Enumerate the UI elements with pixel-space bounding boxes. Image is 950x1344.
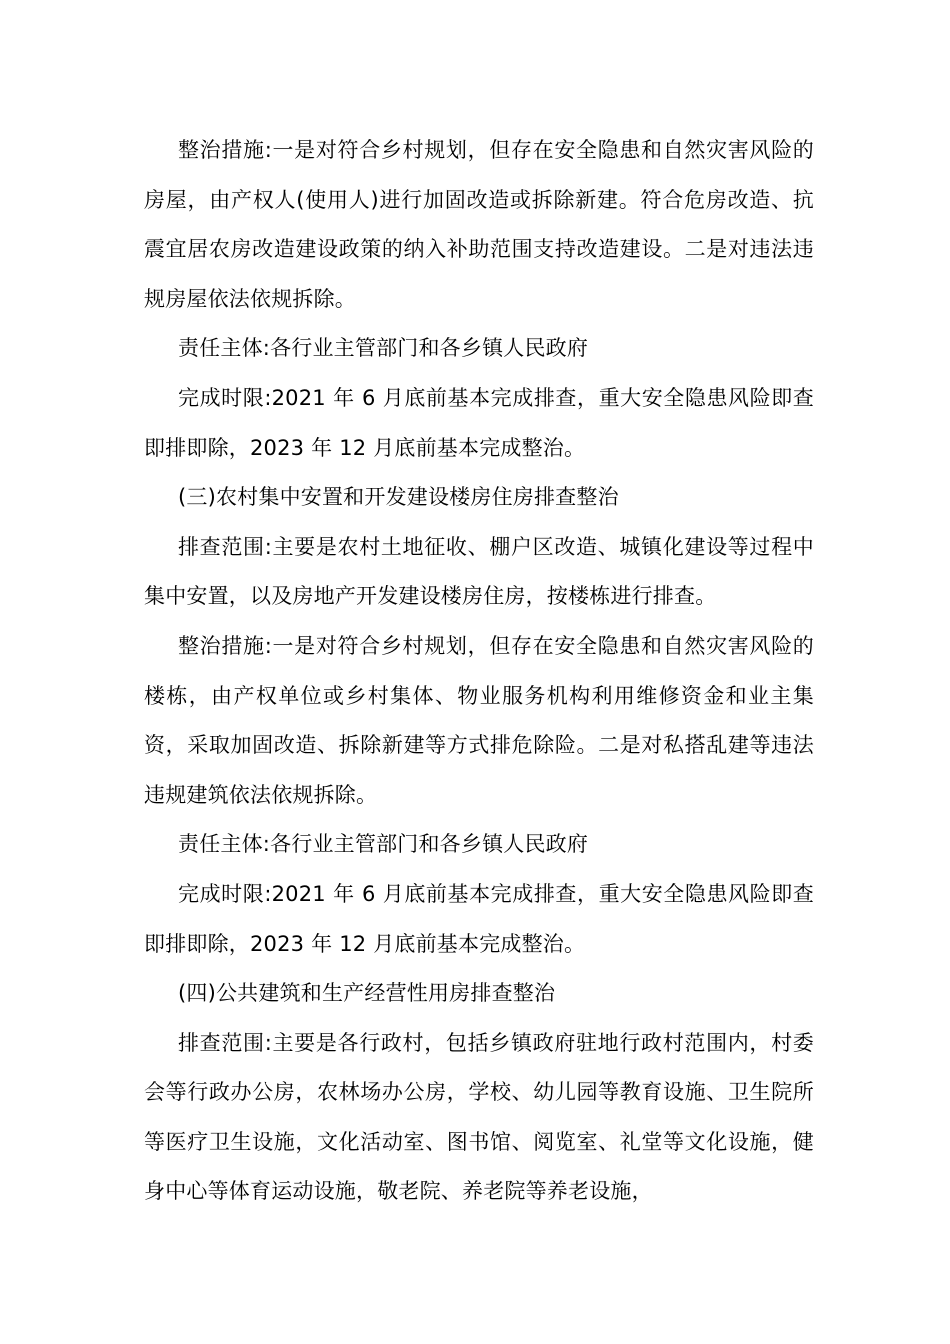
paragraph-rectification-measures-3: 整治措施:一是对符合乡村规划，但存在安全隐患和自然灾害风险的楼栋，由产权单位或乡村集体、物业服务机构利用维修资金和业主集资，采取加固改造、拆除新建等方式排危除险。二是对私搭乱建等违法违规建筑依法依规拆除。	[144, 633, 814, 807]
paragraph-responsible-party-1: 责任主体:各行业主管部门和各乡镇人民政府	[178, 336, 589, 361]
paragraph-deadline-1: 完成时限:2021 年 6 月底前基本完成排查，重大安全隐患风险即查即排即除，2023 年 12 月底前基本完成整治。	[144, 385, 814, 460]
paragraph-deadline-3: 完成时限:2021 年 6 月底前基本完成排查，重大安全隐患风险即查即排即除，2023 年 12 月底前基本完成整治。	[144, 881, 814, 956]
paragraph-inspection-scope-3: 排查范围:主要是农村土地征收、棚户区改造、城镇化建设等过程中集中安置，以及房地产开发建设楼房住房，按楼栋进行排查。	[144, 534, 814, 609]
paragraph-rectification-measures-1: 整治措施:一是对符合乡村规划，但存在安全隐患和自然灾害风险的房屋，由产权人(使用人)进行加固改造或拆除新建。符合危房改造、抗震宜居农房改造建设政策的纳入补助范围支持改造建设。二是对违法违规房屋依法依规拆除。	[144, 138, 814, 311]
paragraph-inspection-scope-4: 排查范围:主要是各行政村，包括乡镇政府驻地行政村范围内，村委会等行政办公房，农林场办公房，学校、幼儿园等教育设施、卫生院所等医疗卫生设施，文化活动室、图书馆、阅览室、礼堂等文化设施，健身中心等体育运动设施，敬老院、养老院等养老设施，	[144, 1030, 814, 1204]
section-heading-4: (四)公共建筑和生产经营性用房排查整治	[178, 981, 556, 1006]
section-heading-3: (三)农村集中安置和开发建设楼房住房排查整治	[178, 485, 619, 510]
document-body	[144, 126, 814, 1217]
paragraph-responsible-party-3: 责任主体:各行业主管部门和各乡镇人民政府	[178, 832, 589, 857]
